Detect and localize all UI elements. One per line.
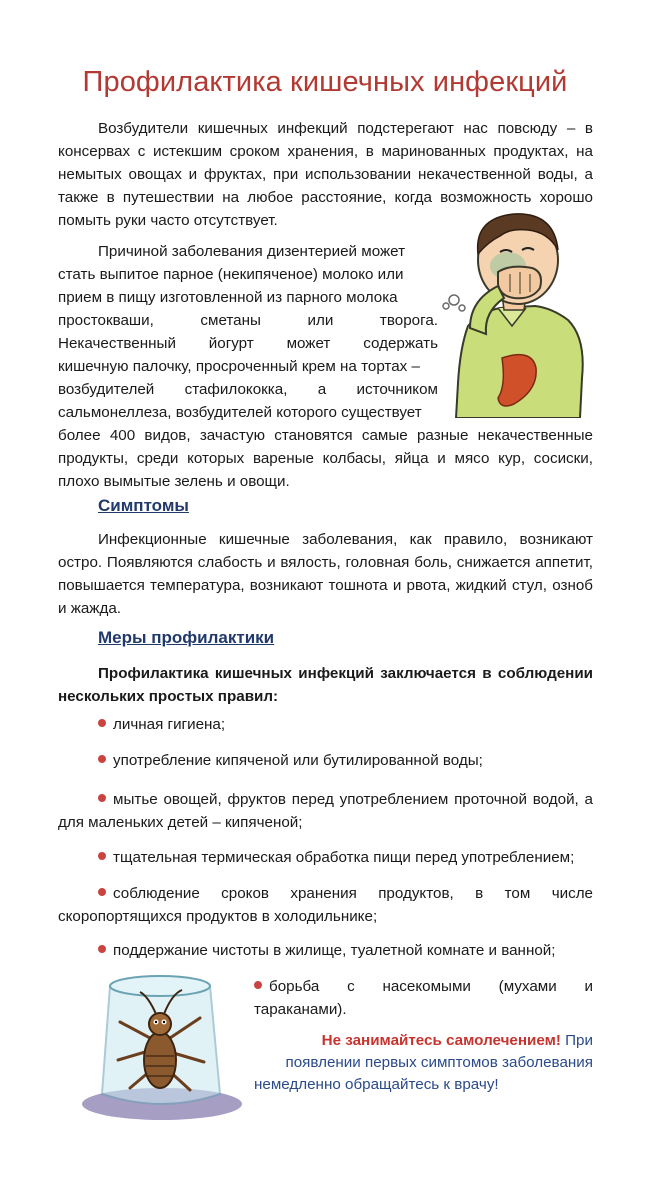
- warning-text: При появлении первых симптомов заболевания немедленно обращайтесь к врачу!: [254, 1032, 593, 1093]
- bullet-icon: [98, 945, 106, 953]
- bullet-icon: [98, 852, 106, 860]
- symptoms-paragraph: Инфекционные кишечные заболевания, как правило, возникают остро. Появляются слабость и вялость, головная боль, снижается аппетит, повышается температура, возникают тошнота и рвота, жидкий стул, озноб и жажда.: [58, 531, 593, 617]
- warning-strong: Не занимайтесь самолечением!: [321, 1032, 561, 1049]
- list-item: тщательная термическая обработка пищи перед употреблением;: [98, 846, 593, 869]
- causes-line: прием в пищу изготовленной из парного молока: [58, 289, 398, 306]
- sick-person-illustration: [440, 208, 595, 418]
- warning-paragraph: [254, 1030, 593, 1096]
- causes-continued: более 400 видов, зачастую становятся самые разные некачественные продукты, среди которых вареные колбасы, яйца и мясо кур, сосиски, плохо вымытые зелень и овощи.: [58, 427, 593, 490]
- prevention-heading: Меры профилактики: [98, 628, 275, 647]
- list-item: личная гигиена;: [98, 713, 593, 736]
- bullet-icon: [98, 794, 106, 802]
- bullet-icon: [98, 719, 106, 727]
- causes-line: стать выпитое парное (некипяченое) молоко или: [58, 266, 404, 283]
- cockroach-under-glass-illustration: [70, 966, 250, 1126]
- causes-line: Причиной заболевания дизентерией может: [98, 243, 406, 260]
- causes-line: простокваши, сметаны или творога.: [58, 312, 438, 329]
- list-item: мытье овощей, фруктов перед употреблением проточной водой, а для маленьких детей – кипяченой;: [58, 791, 593, 831]
- list-item: поддержание чистоты в жилище, туалетной комнате и ванной;: [98, 939, 593, 962]
- prevention-lead: Профилактика кишечных инфекций заключается в соблюдении нескольких простых правил:: [58, 665, 593, 705]
- intro-paragraph: Возбудители кишечных инфекций подстерегают нас повсюду – в консервах с истекшим сроком хранения, в маринованных продуктах, на немытых овощах и фруктах, при использовании некачественной воды, а также в путешествии на любое расстояние, когда возможность хорошо помыть руки часто отсутствует.: [58, 120, 593, 229]
- list-item: употребление кипяченой или бутилированной воды;: [98, 749, 593, 772]
- page-title: Профилактика кишечных инфекций: [82, 66, 568, 98]
- bullet-icon: [98, 888, 106, 896]
- bullet-icon: [254, 981, 262, 989]
- causes-line: Некачественный йогурт может содержать: [58, 335, 438, 352]
- list-item: борьба с насекомыми (мухами и тараканами).: [254, 978, 593, 1018]
- symptoms-heading: Симптомы: [98, 496, 189, 515]
- causes-line: сальмонеллеза, возбудителей которого существует: [58, 404, 422, 421]
- bullet-icon: [98, 755, 106, 763]
- list-item: соблюдение сроков хранения продуктов, в том числе скоропортящихся продуктов в холодильнике;: [58, 885, 593, 925]
- causes-line: возбудителей стафилококка, а источником: [58, 381, 438, 398]
- causes-line: кишечную палочку, просроченный крем на тортах –: [58, 358, 420, 375]
